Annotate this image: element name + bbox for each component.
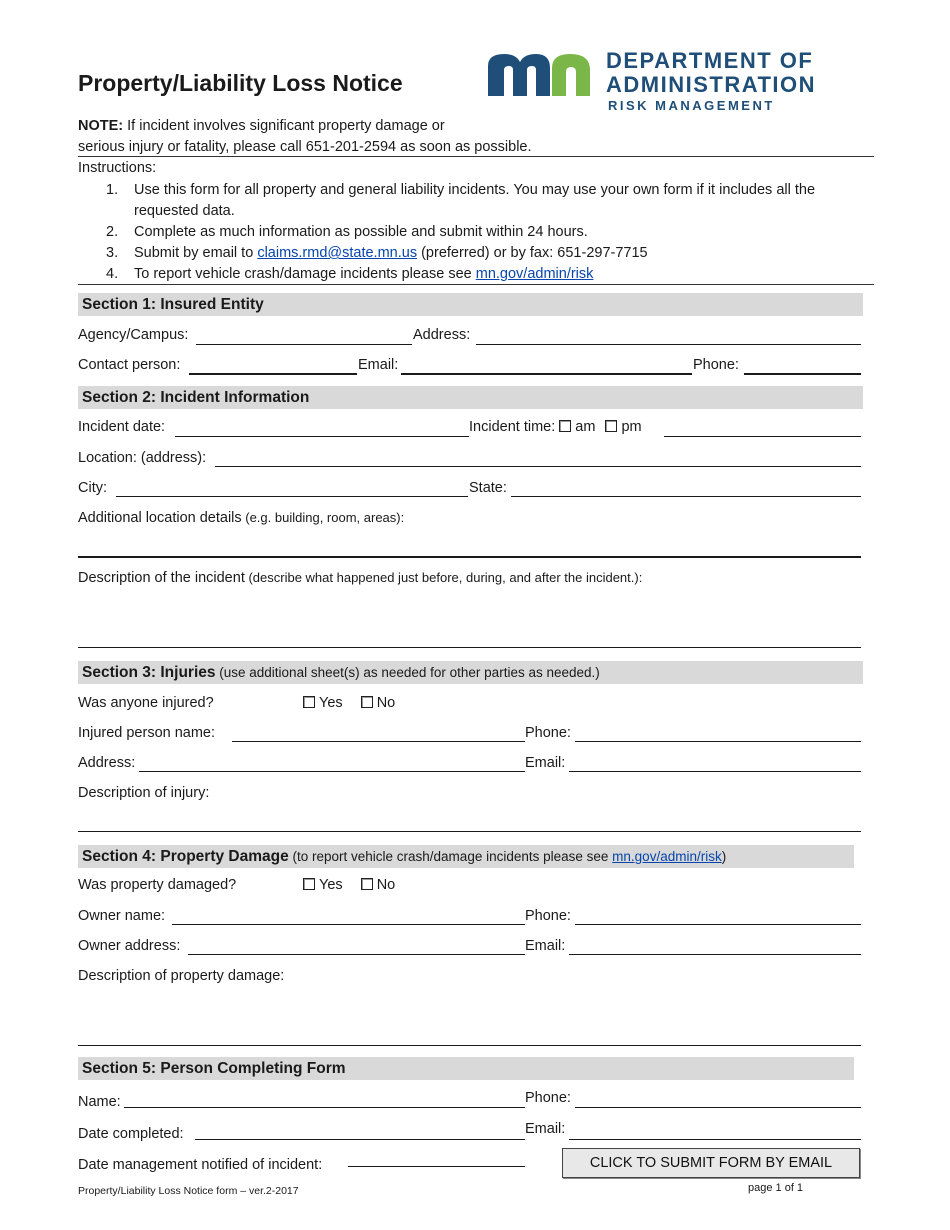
completer-name-label: Name: xyxy=(78,1094,121,1110)
logo-text-administration: ADMINISTRATION xyxy=(606,72,817,97)
contact-person-field[interactable] xyxy=(189,373,357,375)
risk-page-link[interactable]: mn.gov/admin/risk xyxy=(612,849,722,864)
date-management-notified-label: Date management notified of incident: xyxy=(78,1157,323,1173)
page-number: page 1 of 1 xyxy=(748,1182,804,1194)
date-completed-label: Date completed: xyxy=(78,1126,184,1142)
section-1-header: Section 1: Insured Entity xyxy=(78,293,863,316)
address-field[interactable] xyxy=(476,344,861,345)
incident-date-field[interactable] xyxy=(175,436,469,437)
instruction-item: 1. Use this form for all property and general liability incidents. You may use your own form if it includes all the requested data. xyxy=(106,182,816,219)
instructions-list xyxy=(78,180,868,285)
state-label: State: xyxy=(469,480,507,496)
phone-label: Phone: xyxy=(693,357,739,373)
incident-description-field[interactable] xyxy=(78,647,861,648)
damaged-question: Was property damaged? xyxy=(78,877,237,893)
am-checkbox[interactable] xyxy=(559,420,571,432)
injured-name-field[interactable] xyxy=(232,741,525,742)
completer-email-field[interactable] xyxy=(569,1139,861,1140)
additional-location-field[interactable] xyxy=(78,556,861,558)
injured-email-field[interactable] xyxy=(569,771,861,772)
instruction-item: 4. To report vehicle crash/damage incidents please see mn.gov/admin/risk xyxy=(106,266,594,282)
owner-address-field[interactable] xyxy=(188,954,525,955)
injured-address-label: Address: xyxy=(78,755,136,771)
owner-name-label: Owner name: xyxy=(78,908,166,924)
agency-field[interactable] xyxy=(196,344,412,345)
location-label: Location: (address): xyxy=(78,450,207,466)
instructions-heading: Instructions: xyxy=(78,160,157,176)
page-title: Property/Liability Loss Notice xyxy=(78,70,403,96)
injured-yes-checkbox[interactable] xyxy=(303,696,315,708)
city-field[interactable] xyxy=(116,496,468,497)
divider xyxy=(78,284,874,285)
injured-email-label: Email: xyxy=(525,755,566,771)
location-field[interactable] xyxy=(215,466,861,467)
instruction-item: 2. Complete as much information as possible and submit within 24 hours. xyxy=(106,224,588,240)
damage-description-field[interactable] xyxy=(78,1045,861,1046)
instruction-item: 3. Submit by email to claims.rmd@state.mn.us (preferred) or by fax: 651-297-7715 xyxy=(106,245,648,261)
injured-phone-label: Phone: xyxy=(525,725,571,741)
incident-date-label: Incident date: xyxy=(78,419,166,435)
completer-name-field[interactable] xyxy=(124,1107,525,1108)
state-field[interactable] xyxy=(511,496,861,497)
claims-email-link[interactable]: claims.rmd@state.mn.us xyxy=(257,245,418,261)
form-version: Property/Liability Loss Notice form – ver.2-2017 xyxy=(78,1185,299,1197)
injured-no-checkbox[interactable] xyxy=(361,696,373,708)
owner-address-label: Owner address: xyxy=(78,938,181,954)
section-3-header: Section 3: Injuries (use additional sheet(s) as needed for other parties as needed.) xyxy=(78,661,863,684)
note-label: NOTE: xyxy=(78,118,124,134)
injured-options: Yes No xyxy=(303,695,395,711)
logo-text-department: DEPARTMENT OF xyxy=(606,48,814,73)
email-field[interactable] xyxy=(401,373,692,375)
damage-description-label: Description of property damage: xyxy=(78,968,285,984)
email-label: Email: xyxy=(358,357,399,373)
date-management-notified-field[interactable] xyxy=(348,1166,525,1167)
owner-email-field[interactable] xyxy=(569,954,861,955)
phone-field[interactable] xyxy=(744,373,861,375)
contact-person-label: Contact person: xyxy=(78,357,181,373)
mn-admin-logo xyxy=(486,50,866,116)
incident-time-field[interactable] xyxy=(664,436,861,437)
completer-email-label: Email: xyxy=(525,1121,566,1137)
note-text-2: serious injury or fatality, please call 651-201-2594 as soon as possible. xyxy=(78,139,532,155)
am-label: am xyxy=(575,419,596,435)
section-5-header: Section 5: Person Completing Form xyxy=(78,1057,854,1080)
address-label: Address: xyxy=(413,327,471,343)
incident-description-label: Description of the incident (describe what happened just before, during, and after the incident.): xyxy=(78,570,643,586)
section-2-header: Section 2: Incident Information xyxy=(78,386,863,409)
owner-phone-label: Phone: xyxy=(525,908,571,924)
damaged-options: Yes No xyxy=(303,877,395,893)
owner-name-field[interactable] xyxy=(172,924,525,925)
injured-name-label: Injured person name: xyxy=(78,725,216,741)
pm-label: pm xyxy=(621,419,642,435)
incident-time-label: Incident time: am pm xyxy=(469,419,642,435)
completer-phone-label: Phone: xyxy=(525,1090,571,1106)
owner-phone-field[interactable] xyxy=(575,924,861,925)
note xyxy=(78,116,598,158)
injury-description-label: Description of injury: xyxy=(78,785,210,801)
owner-email-label: Email: xyxy=(525,938,566,954)
risk-page-link[interactable]: mn.gov/admin/risk xyxy=(475,266,594,282)
completer-phone-field[interactable] xyxy=(575,1107,861,1108)
divider xyxy=(78,156,874,157)
damaged-yes-checkbox[interactable] xyxy=(303,878,315,890)
injury-description-field[interactable] xyxy=(78,831,861,832)
injured-address-field[interactable] xyxy=(139,771,525,772)
damaged-no-checkbox[interactable] xyxy=(361,878,373,890)
pm-checkbox[interactable] xyxy=(605,420,617,432)
date-completed-field[interactable] xyxy=(195,1139,525,1140)
additional-location-label: Additional location details (e.g. building, room, areas): xyxy=(78,510,405,526)
logo-text-risk-management: RISK MANAGEMENT xyxy=(608,98,775,113)
mn-logo-icon xyxy=(486,52,598,96)
city-label: City: xyxy=(78,480,107,496)
submit-by-email-button[interactable]: CLICK TO SUBMIT FORM BY EMAIL xyxy=(562,1148,860,1178)
injured-phone-field[interactable] xyxy=(575,741,861,742)
note-text-1: If incident involves significant property damage or xyxy=(123,118,445,134)
section-4-header: Section 4: Property Damage (to report vehicle crash/damage incidents please see mn.gov/admin/risk) xyxy=(78,845,854,868)
agency-label: Agency/Campus: xyxy=(78,327,189,343)
injured-question: Was anyone injured? xyxy=(78,695,214,711)
